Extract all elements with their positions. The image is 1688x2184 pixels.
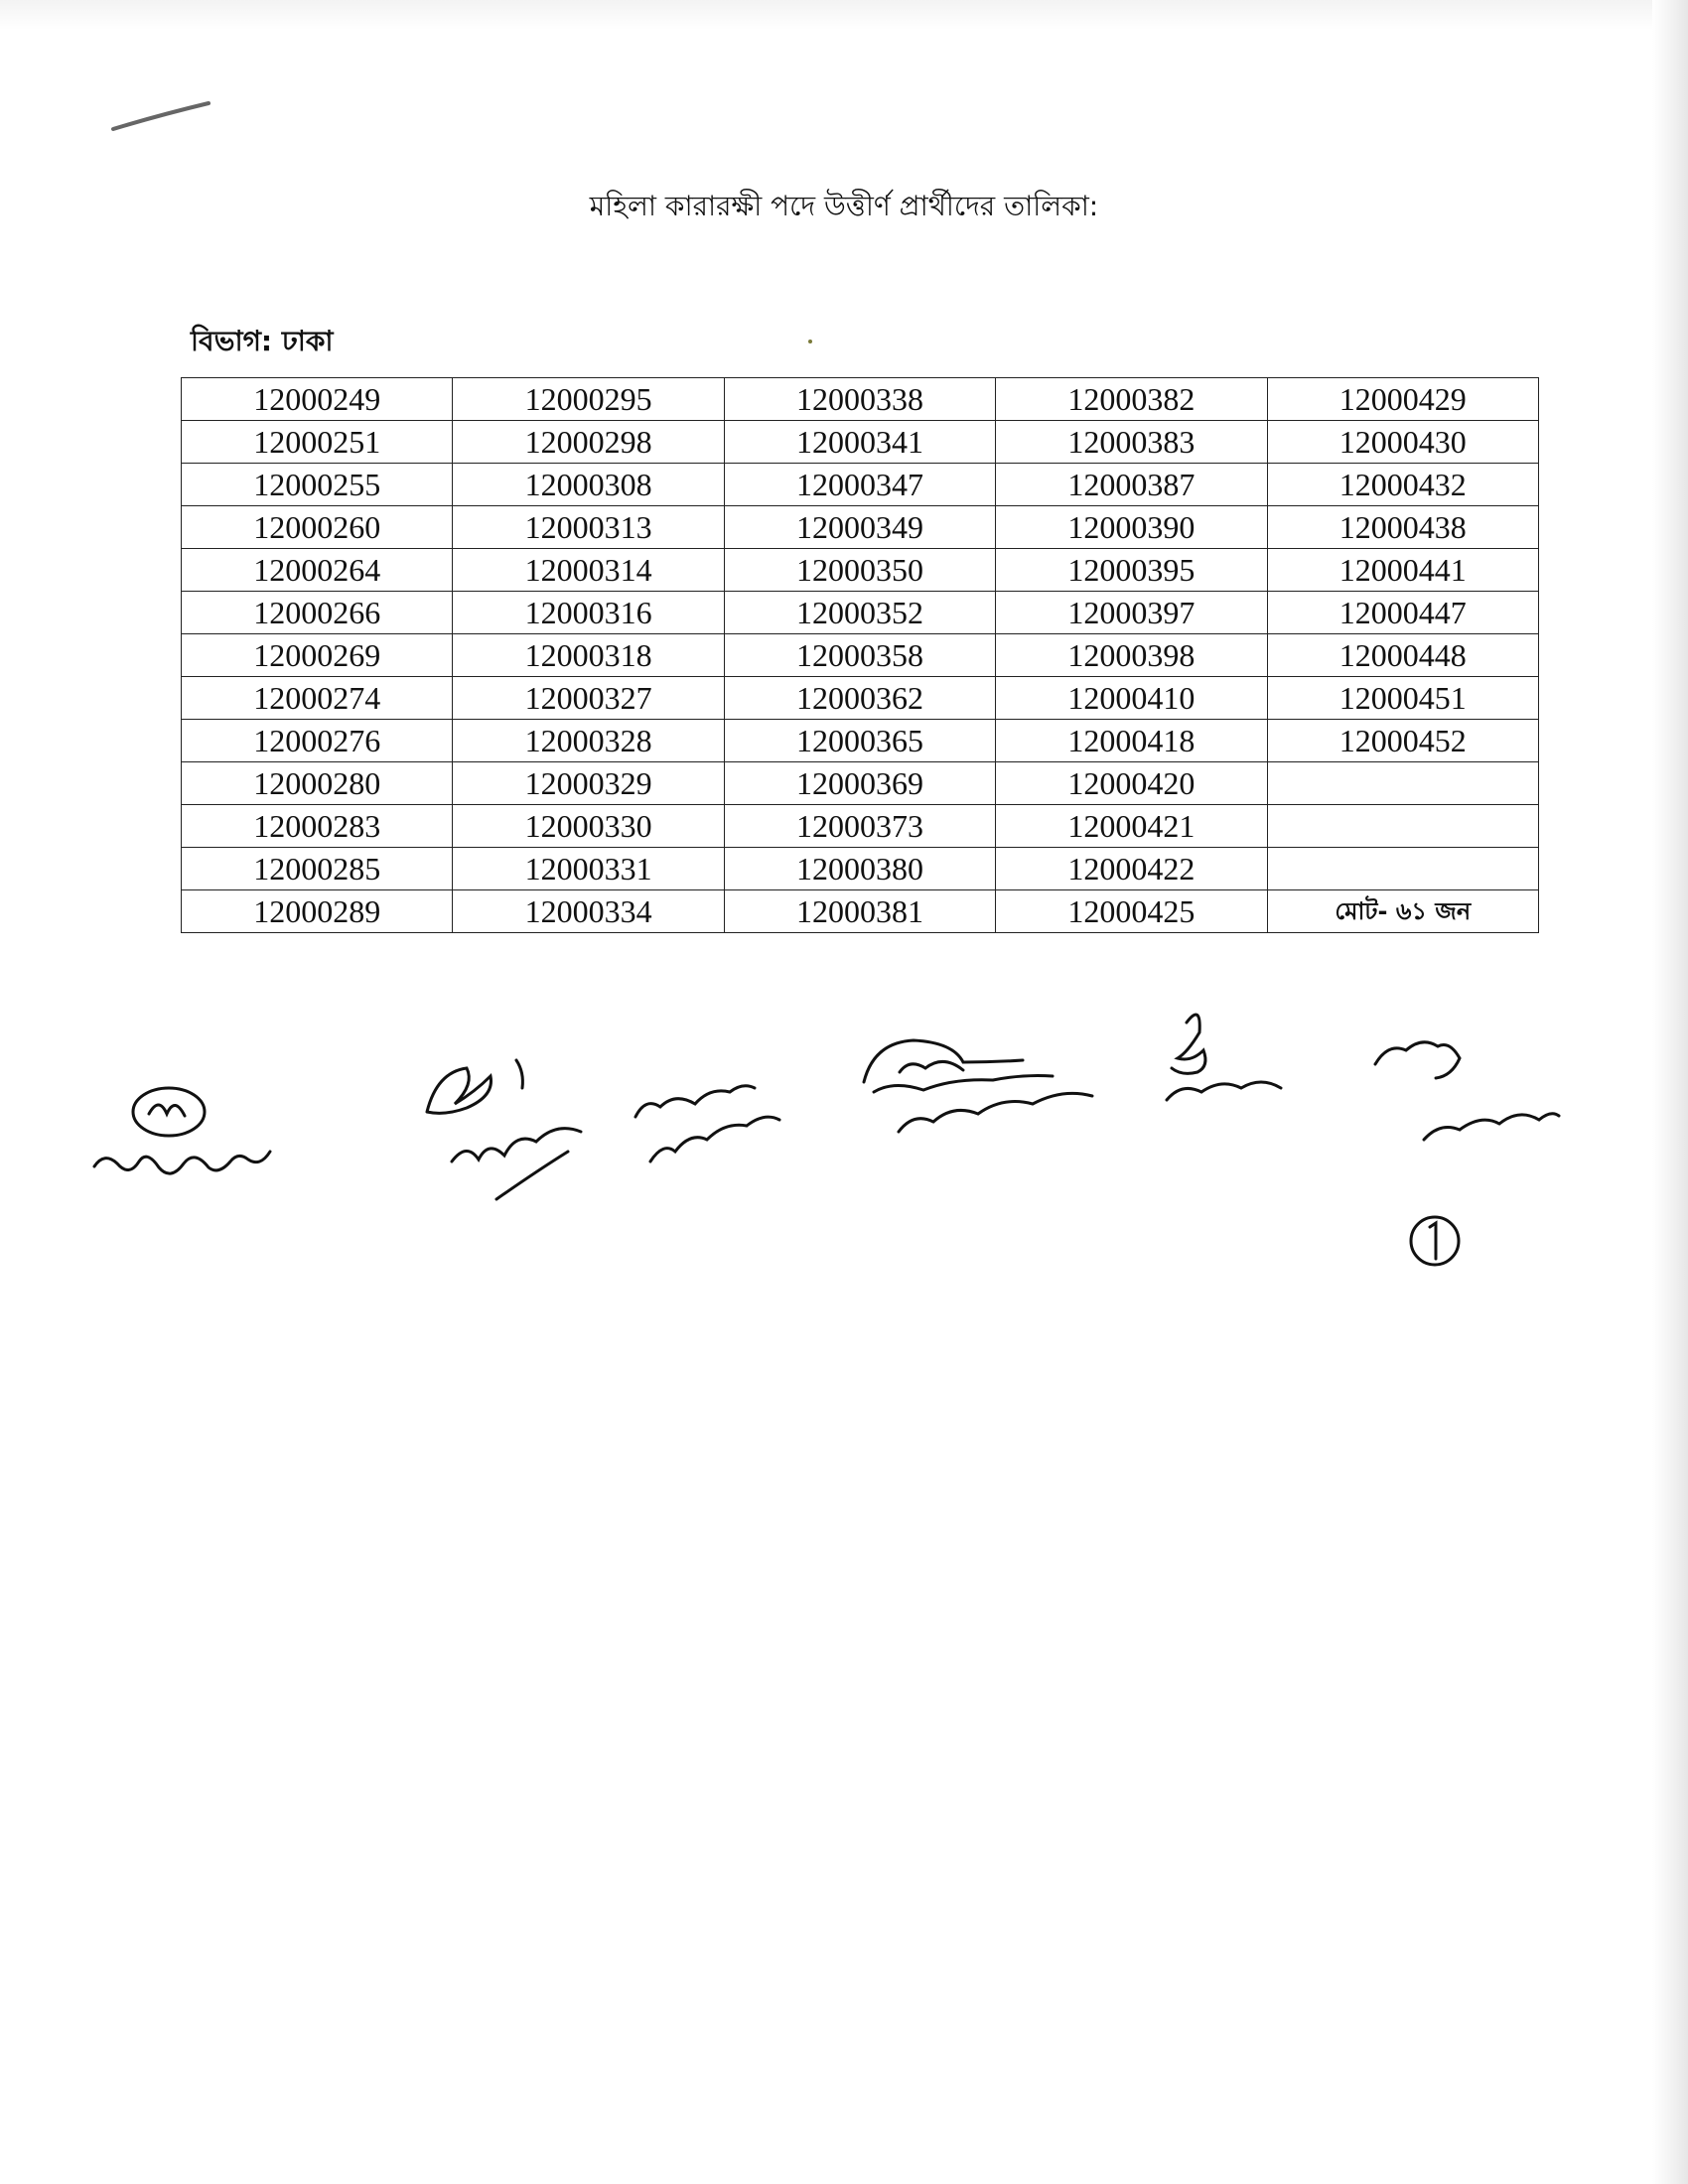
table-row [182,421,1539,464]
table-row [182,805,1539,848]
roll-number-cell: 12000347 [724,464,995,506]
roll-number-cell: 12000350 [724,549,995,592]
page-title: মহিলা কারারক্ষী পদে উত্তীর্ণ প্রার্থীদের তালিকা: [589,190,1099,222]
table-row [182,378,1539,421]
roll-number-cell: 12000341 [724,421,995,464]
roll-number-cell: 12000298 [453,421,724,464]
page-number-mark [1411,1217,1459,1265]
table-row [182,634,1539,677]
roll-number-cell: 12000276 [182,720,453,762]
table-row [182,890,1539,933]
signature-6 [1375,1042,1559,1140]
roll-number-cell: 12000349 [724,506,995,549]
table-row [182,848,1539,890]
roll-number-cell: 12000421 [996,805,1267,848]
roll-number-cell: 12000429 [1267,378,1538,421]
scan-shadow-top [0,0,1688,30]
table-row [182,506,1539,549]
roll-number-cell: 12000327 [453,677,724,720]
roll-number-cell: 12000352 [724,592,995,634]
roll-number-cell: 12000451 [1267,677,1538,720]
roll-number-cell: 12000395 [996,549,1267,592]
roll-number-cell: 12000418 [996,720,1267,762]
signature-1 [94,1088,270,1173]
roll-number-cell: 12000251 [182,421,453,464]
signature-3 [635,1086,779,1161]
roll-number-cell: 12000420 [996,762,1267,805]
roll-number-cell: 12000382 [996,378,1267,421]
roll-number-cell: 12000280 [182,762,453,805]
roll-number-cell: 12000369 [724,762,995,805]
roll-number-cell [1267,848,1538,890]
roll-number-cell: 12000313 [453,506,724,549]
roll-number-cell: 12000334 [453,890,724,933]
roll-number-cell: 12000381 [724,890,995,933]
roll-number-cell: 12000255 [182,464,453,506]
roll-number-cell: 12000441 [1267,549,1538,592]
roll-number-cell: 12000390 [996,506,1267,549]
roll-number-cell: 12000425 [996,890,1267,933]
roll-number-cell: 12000249 [182,378,453,421]
roll-number-cell: 12000365 [724,720,995,762]
roll-number-table [181,377,1539,933]
roll-number-cell: 12000452 [1267,720,1538,762]
roll-number-cell: 12000398 [996,634,1267,677]
roll-number-cell: 12000328 [453,720,724,762]
signature-4 [864,1040,1092,1132]
roll-number-cell: 12000318 [453,634,724,677]
roll-number-cell: 12000264 [182,549,453,592]
roll-number-cell: 12000283 [182,805,453,848]
table-row [182,464,1539,506]
roll-number-cell: 12000285 [182,848,453,890]
roll-number-cell [1267,762,1538,805]
total-count-cell: মোট- ৬১ জন [1267,890,1538,933]
roll-number-cell: 12000330 [453,805,724,848]
table-row [182,592,1539,634]
roll-number-cell: 12000448 [1267,634,1538,677]
roll-number-cell: 12000373 [724,805,995,848]
roll-number-cell [1267,805,1538,848]
roll-number-cell: 12000308 [453,464,724,506]
signature-5 [1167,1015,1281,1100]
division-label: বিভাগ: ঢাকা [191,325,334,357]
roll-number-cell: 12000289 [182,890,453,933]
table-row [182,549,1539,592]
scan-speck [808,340,812,343]
stray-pen-mark [109,97,218,137]
signature-area [0,993,1688,1310]
roll-number-cell: 12000430 [1267,421,1538,464]
roll-number-cell: 12000295 [453,378,724,421]
roll-number-cell: 12000338 [724,378,995,421]
table-row [182,762,1539,805]
table-row [182,720,1539,762]
roll-number-cell: 12000362 [724,677,995,720]
roll-number-cell: 12000410 [996,677,1267,720]
roll-number-cell: 12000380 [724,848,995,890]
roll-number-cell: 12000358 [724,634,995,677]
roll-number-cell: 12000329 [453,762,724,805]
roll-number-cell: 12000447 [1267,592,1538,634]
roll-number-cell: 12000331 [453,848,724,890]
roll-number-cell: 12000316 [453,592,724,634]
roll-number-cell: 12000422 [996,848,1267,890]
roll-number-cell: 12000387 [996,464,1267,506]
roll-number-cell: 12000260 [182,506,453,549]
roll-number-cell: 12000383 [996,421,1267,464]
roll-number-cell: 12000438 [1267,506,1538,549]
table-row [182,677,1539,720]
roll-number-cell: 12000397 [996,592,1267,634]
signature-2 [427,1060,581,1199]
roll-number-cell: 12000266 [182,592,453,634]
roll-number-cell: 12000269 [182,634,453,677]
roll-number-cell: 12000274 [182,677,453,720]
roll-number-cell: 12000432 [1267,464,1538,506]
roll-number-cell: 12000314 [453,549,724,592]
